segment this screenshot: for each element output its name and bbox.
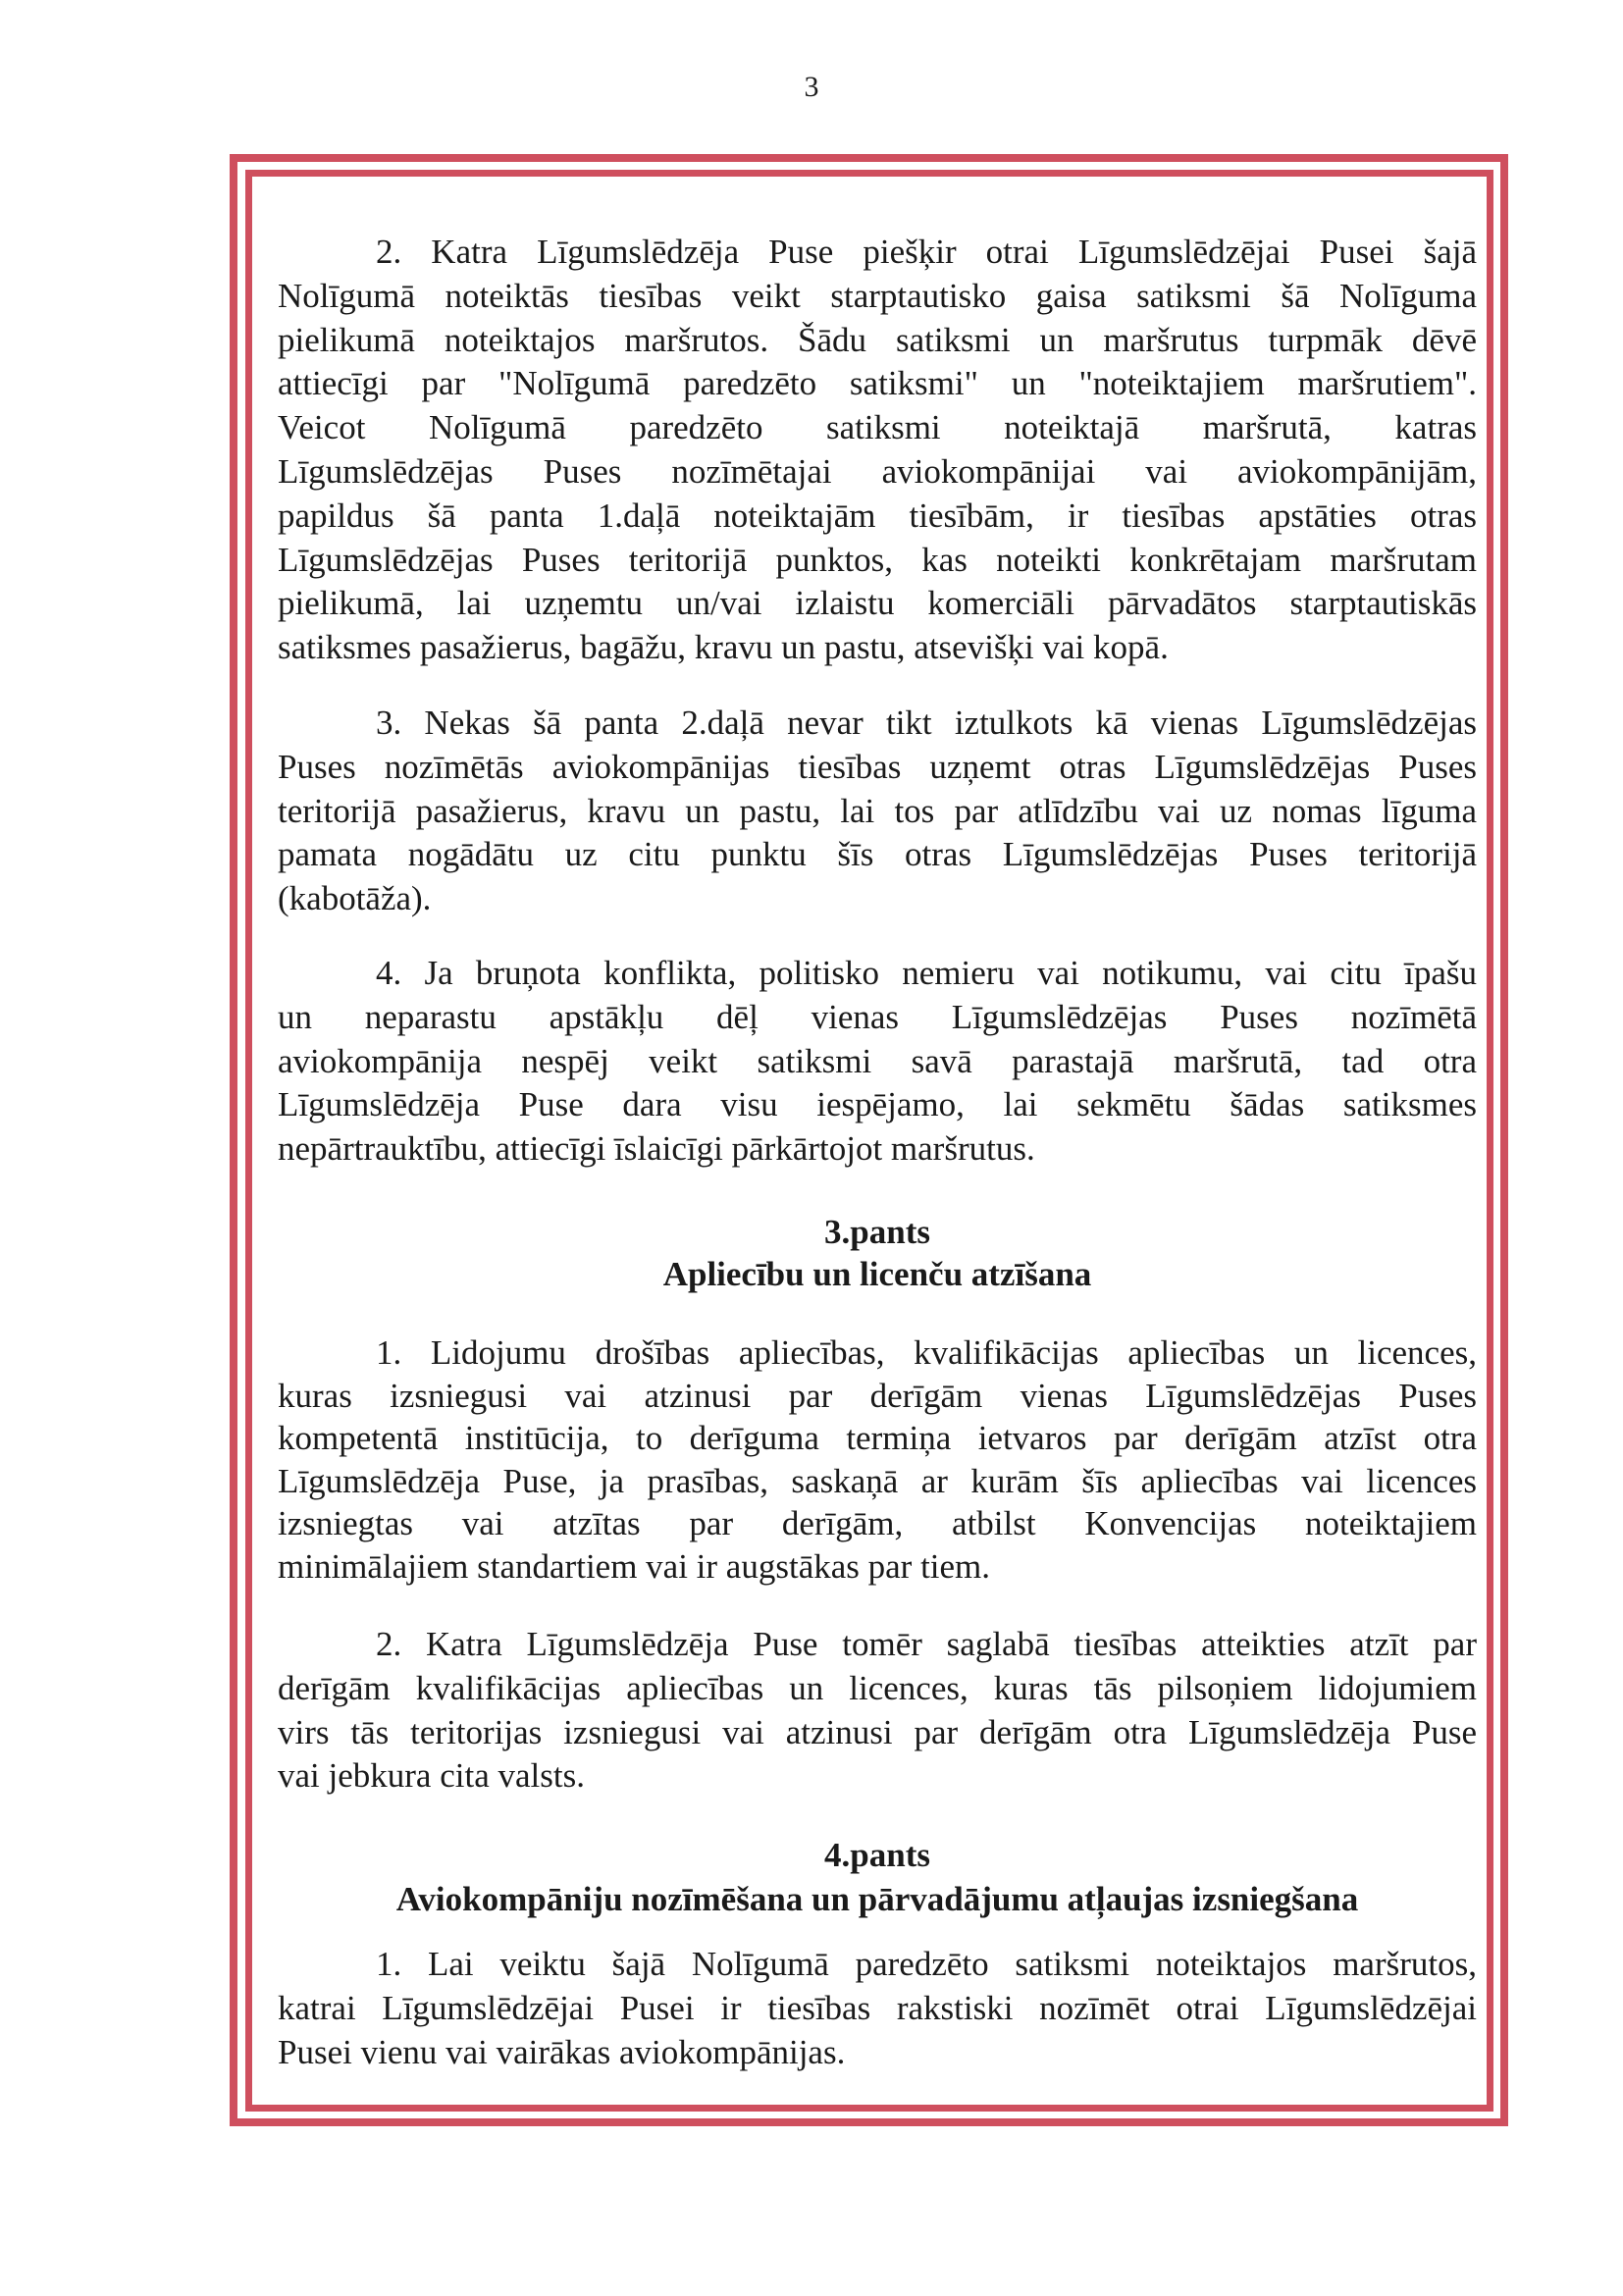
text-line: kompetentā institūcija, to derīguma termiņa ietvaros par derīgām atzīst otra: [278, 1419, 1477, 1458]
article2-paragraph-2: [278, 231, 1477, 670]
text-line: (kabotāža).: [278, 879, 432, 918]
text-line: 1. Lai veiktu šajā Nolīgumā paredzēto satiksmi noteiktajos maršrutos,: [376, 1945, 1477, 1983]
article3-paragraph-2: [278, 1623, 1477, 1799]
text-line: attiecīgi par "Nolīgumā paredzēto satiksmi" un "noteiktajiem maršrutiem".: [278, 364, 1477, 403]
article4-title: Aviokompāniju nozīmēšana un pārvadājumu atļaujas izsniegšana: [395, 1880, 1359, 1918]
text-line: virs tās teritorijas izsniegusi vai atzinusi par derīgām otra Līgumslēdzēja Puse: [278, 1712, 1477, 1751]
text-line: 1. Lidojumu drošības apliecības, kvalifikācijas apliecības un licences,: [376, 1333, 1477, 1372]
text-line: papildus šā panta 1.daļā noteiktajām tiesībām, ir tiesības apstāties otras: [278, 496, 1477, 535]
article4-paragraph-1: [278, 1943, 1477, 2074]
article3-number: 3.pants: [824, 1213, 930, 1251]
text-line: Līgumslēdzējas Puses nozīmētajai aviokompānijai vai aviokompānijām,: [278, 451, 1477, 491]
text-line: Līgumslēdzēja Puse, ja prasības, saskaņā ar kurām šīs apliecības vai licences: [278, 1461, 1477, 1500]
article4-number: 4.pants: [824, 1836, 930, 1874]
text-line: teritorijā pasažierus, kravu un pastu, lai tos par atlīdzību vai uz nomas līguma: [278, 791, 1477, 830]
text-line: satiksmes pasažierus, bagāžu, kravu un pastu, atsevišķi vai kopā.: [278, 628, 1169, 667]
article3-paragraph-1: [278, 1331, 1477, 1589]
text-line: 2. Katra Līgumslēdzēja Puse tomēr saglabā tiesības atteikties atzīt par: [376, 1625, 1477, 1663]
page-number: 3: [804, 71, 819, 103]
text-line: un neparastu apstākļu dēļ vienas Līgumslēdzējas Puses nozīmētā: [278, 997, 1477, 1036]
text-line: izsniegtas vai atzītas par derīgām, atbilst Konvencijas noteiktajiem: [278, 1504, 1477, 1543]
text-line: pielikumā, lai uzņemtu un/vai izlaistu komerciāli pārvadātos starptautiskās: [278, 584, 1477, 623]
text-line: nepārtrauktību, attiecīgi īslaicīgi pārkārtojot maršrutus.: [278, 1129, 1035, 1169]
text-line: Pusei vienu vai vairākas aviokompānijas.: [278, 2032, 846, 2071]
text-line: Veicot Nolīgumā paredzēto satiksmi noteiktajā maršrutā, katras: [278, 408, 1477, 447]
text-line: 3. Nekas šā panta 2.daļā nevar tikt iztulkots kā vienas Līgumslēdzējas: [376, 704, 1477, 742]
text-line: 4. Ja bruņota konflikta, politisko nemieru vai notikumu, vai citu īpašu: [376, 954, 1477, 992]
text-line: derīgām kvalifikācijas apliecības un licences, kuras tās pilsoņiem lidojumiem: [278, 1668, 1477, 1707]
text-line: aviokompānija nespēj veikt satiksmi savā parastajā maršrutā, tad otra: [278, 1041, 1477, 1080]
text-line: vai jebkura cita valsts.: [278, 1756, 585, 1796]
text-line: Līgumslēdzējas Puses teritorijā punktos, kas noteikti konkrētajam maršrutam: [278, 540, 1477, 579]
text-line: katrai Līgumslēdzējai Pusei ir tiesības rakstiski nozīmēt otrai Līgumslēdzējai: [278, 1988, 1477, 2027]
text-line: pielikumā noteiktajos maršrutos. Šādu satiksmi un maršrutus turpmāk dēvē: [278, 320, 1477, 359]
article2-paragraph-3: [278, 702, 1477, 921]
text-line: 2. Katra Līgumslēdzēja Puse piešķir otrai Līgumslēdzējai Pusei šajā: [376, 233, 1477, 271]
text-line: Nolīgumā noteiktās tiesības veikt starptautisko gaisa satiksmi šā Nolīguma: [278, 276, 1477, 315]
text-line: kuras izsniegusi vai atzinusi par derīgām vienas Līgumslēdzējas Puses: [278, 1376, 1477, 1415]
article2-paragraph-4: [278, 952, 1477, 1172]
text-line: pamata nogādātu uz citu punktu šīs otras Līgumslēdzējas Puses teritorijā: [278, 835, 1477, 874]
article3-title: Apliecību un licenču atzīšana: [662, 1255, 1092, 1293]
text-line: minimālajiem standartiem vai ir augstākas par tiem.: [278, 1546, 991, 1586]
text-line: Līgumslēdzēja Puse dara visu iespējamo, lai sekmētu šādas satiksmes: [278, 1085, 1477, 1124]
text-line: Puses nozīmētās aviokompānijas tiesības uzņemt otras Līgumslēdzējas Puses: [278, 747, 1477, 786]
